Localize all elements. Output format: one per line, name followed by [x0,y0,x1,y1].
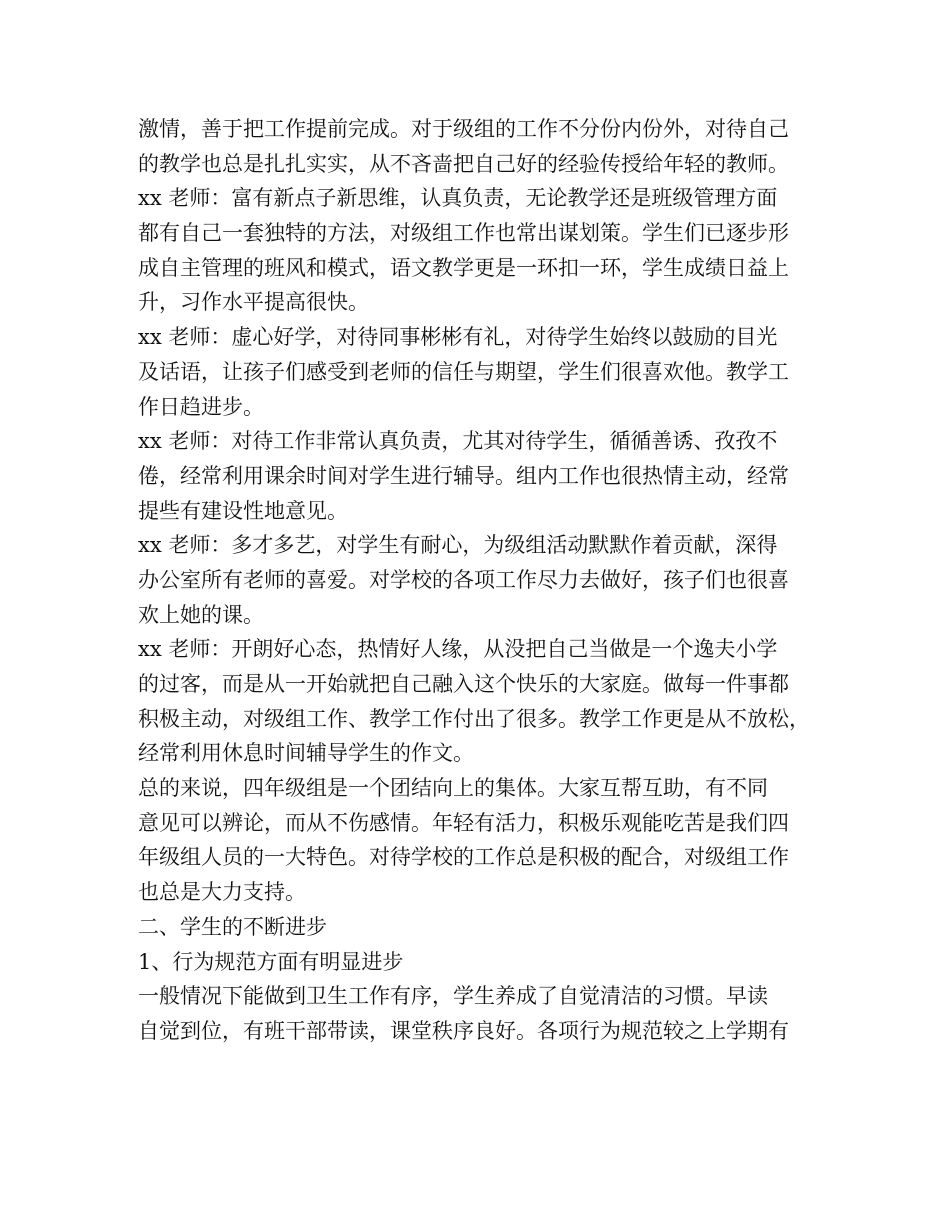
text-line: xx 老师：多才多艺，对学生有耐心，为级组活动默默作着贡献，深得 [138,533,778,558]
text-line: 作日趋进步。 [138,394,264,419]
text-line: 倦，经常利用课余时间对学生进行辅导。组内工作也很热情主动，经常 [138,463,789,488]
text-line: 意见可以辨论，而从不伤感情。年轻有活力，积极乐观能吃苦是我们四 [138,810,789,835]
text-line: 年级组人员的一大特色。对待学校的工作总是积极的配合，对级组工作 [138,845,789,870]
text-line: 都有自己一套独特的方法，对级组工作也常出谋划策。学生们已逐步形 [138,221,789,246]
text-line: xx 老师：开朗好心态，热情好人缘，从没把自己当做是一个逸夫小学 [138,637,778,662]
text-line: 提些有建设性地意见。 [138,498,348,523]
text-line: 的教学也总是扎扎实实，从不吝啬把自己好的经验传授给年轻的教师。 [138,151,789,176]
text-line: 及话语，让孩子们感受到老师的信任与期望，学生们很喜欢他。教学工 [138,359,789,384]
text-line: 总的来说，四年级组是一个团结向上的集体。大家互帮互助，有不同 [138,776,768,801]
text-line: xx 老师：虚心好学，对待同事彬彬有礼，对待学生始终以鼓励的目光 [138,325,778,350]
text-line: 办公室所有老师的喜爱。对学校的各项工作尽力去做好，孩子们也很喜 [138,567,789,592]
text-line: xx 老师：富有新点子新思维，认真负责，无论教学还是班级管理方面 [138,186,778,211]
text-line: 二、学生的不断进步 [138,914,327,939]
text-line: 经常利用休息时间辅导学生的作文。 [138,741,474,766]
document-body [138,112,828,1049]
text-line: 欢上她的课。 [138,602,264,627]
text-line: 成自主管理的班风和模式，语文教学更是一环扣一环，学生成绩日益上 [138,255,789,280]
text-line: 也总是大力支持。 [138,880,306,905]
text-line: 一般情况下能做到卫生工作有序，学生养成了自觉清洁的习惯。早读 [138,984,768,1009]
text-line: 自觉到位，有班干部带读，课堂秩序良好。各项行为规范较之上学期有 [138,1018,789,1043]
text-line: xx 老师：对待工作非常认真负责，尤其对待学生，循循善诱、孜孜不 [138,429,778,454]
text-line: 的过客，而是从一开始就把自己融入这个快乐的大家庭。做每一件事都 [138,672,789,696]
text-line: 1、行为规范方面有明显进步 [138,949,404,974]
text-line: 激情，善于把工作提前完成。对于级组的工作不分份内份外，对待自己 [138,117,789,141]
text-line: 积极主动，对级组工作、教学工作付出了很多。教学工作更是从不放松， [138,706,810,731]
text-line: 升，习作水平提高很快。 [138,290,369,315]
